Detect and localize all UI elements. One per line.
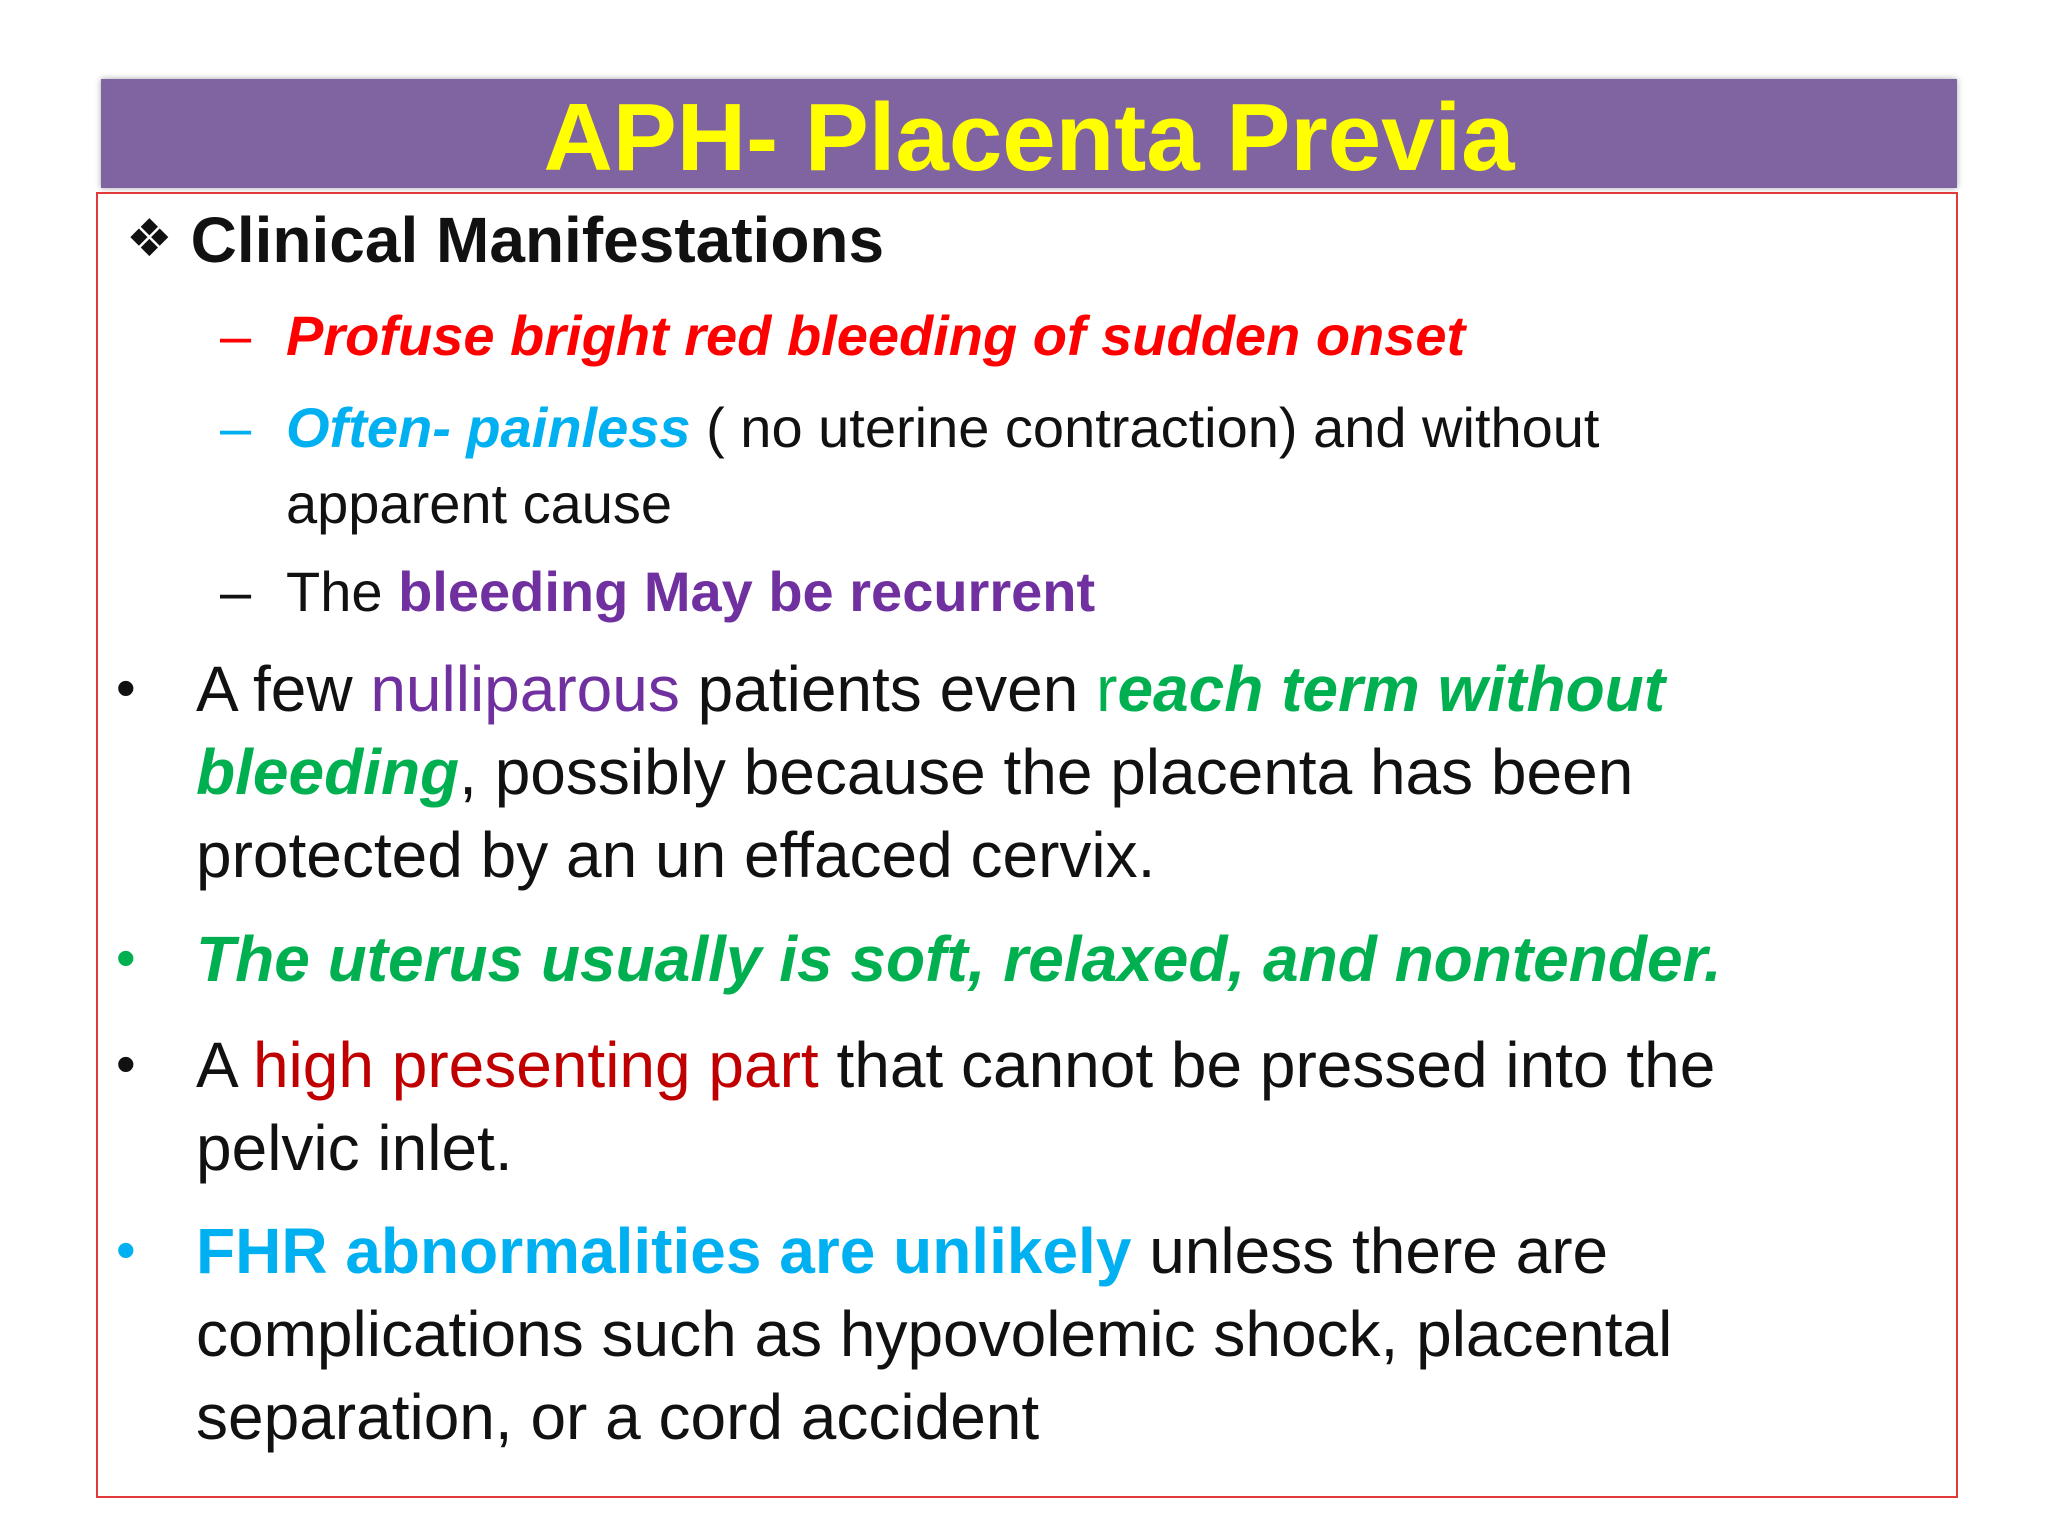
bullet-1-nulliparous: nulliparous [370, 653, 680, 725]
heading-text: Clinical Manifestations [190, 204, 885, 276]
bullet-3-marker: • [116, 1032, 136, 1095]
sub-item-3-dash: – [220, 560, 252, 623]
bullet-4-line-3 [196, 1381, 1040, 1453]
bullet-3-text-c: that cannot be pressed into the [818, 1029, 1716, 1101]
sub-item-3 [286, 560, 1096, 623]
bullet-1-emphasis-2: bleeding [196, 736, 460, 808]
sub-item-2-line-1 [286, 396, 1600, 459]
bullet-1-text-c: patients even [679, 653, 1097, 725]
bullet-1-text-e: , possibly because the placenta has been [459, 736, 1634, 808]
bullet-4-line-2 [196, 1298, 1673, 1370]
sub-item-2-line-2 [286, 472, 673, 535]
sub-item-1 [286, 304, 1466, 367]
sub-item-3-prefix: The [286, 560, 399, 623]
sub-item-3-emphasis: bleeding May be recurrent [398, 560, 1096, 623]
sub-item-1-dash: – [220, 304, 252, 367]
bullet-2-marker: • [116, 926, 136, 989]
bullet-3-text-d: pelvic inlet. [196, 1112, 513, 1184]
section-heading [126, 204, 885, 276]
bullet-3-emphasis: high presenting part [252, 1029, 819, 1101]
bullet-3-text-a: A [196, 1029, 253, 1101]
bullet-1-line-3 [196, 819, 1156, 891]
bullet-2-line-1 [196, 923, 1722, 995]
bullet-1-text-a: A few [196, 653, 371, 725]
bullet-1-line-1 [196, 653, 1666, 725]
bullet-2-text: The uterus usually is soft, relaxed, and nontender. [196, 923, 1722, 995]
page-title: APH- Placenta Previa [543, 83, 1515, 191]
sub-item-1-text: Profuse bright red bleeding of sudden onset [286, 304, 1466, 367]
bullet-4-line-1 [196, 1215, 1609, 1287]
bullet-1-line-2 [196, 736, 1634, 808]
title-bar [101, 79, 1957, 191]
sub-item-2-emphasis: Often- painless [286, 396, 691, 459]
bullet-1-text-d: r [1096, 653, 1118, 725]
sub-item-2-continuation: apparent cause [286, 472, 673, 535]
bullet-4-text-d: separation, or a cord accident [196, 1381, 1040, 1453]
bullet-1-emphasis: each term without [1117, 653, 1666, 725]
bullet-3-line-1 [196, 1029, 1716, 1101]
bullet-4-emphasis: FHR abnormalities are unlikely [196, 1215, 1132, 1287]
bullet-1-marker: • [116, 656, 136, 719]
bullet-4-text-c: complications such as hypovolemic shock, placental [196, 1298, 1673, 1370]
sub-item-2-dash: – [220, 396, 252, 459]
bullet-4-marker: • [116, 1218, 136, 1281]
diamond-bullet-icon: ❖ [126, 210, 173, 268]
bullet-3-line-2 [196, 1112, 513, 1184]
sub-item-2-rest: ( no uterine contraction) and without [690, 396, 1600, 459]
bullet-4-text-b: unless there are [1131, 1215, 1609, 1287]
bullet-1-text-f: protected by an un effaced cervix. [196, 819, 1156, 891]
